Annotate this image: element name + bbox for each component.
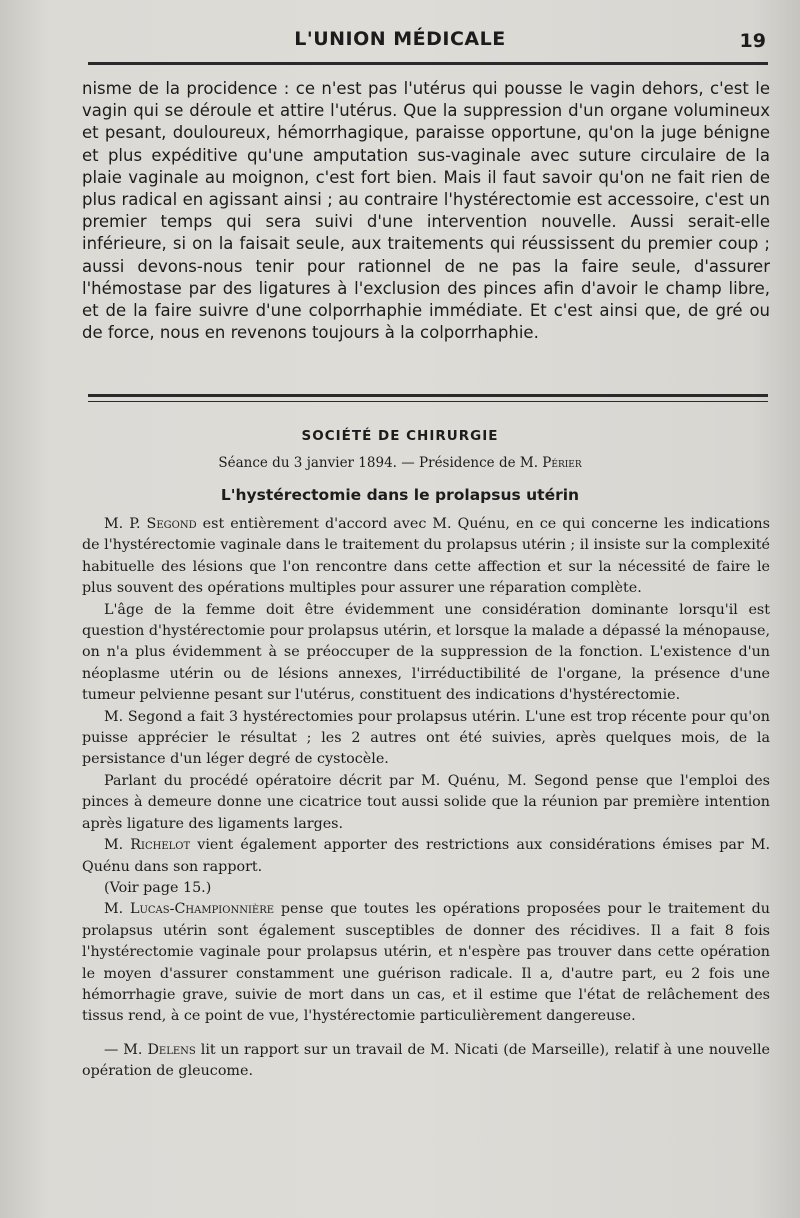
surgeon-name: Segond <box>146 516 197 532</box>
session-line <box>0 455 800 471</box>
article-body <box>82 514 770 1083</box>
paragraph-prefix: M. P. <box>104 516 147 532</box>
journal-title: L'UNION MÉDICALE <box>294 28 506 50</box>
paragraph <box>82 514 770 600</box>
paragraph <box>82 707 770 771</box>
surgeon-name: Richelot <box>130 837 191 854</box>
paragraph-prefix: M. <box>104 837 131 854</box>
paragraph-text: pense que toutes les opérations proposées pour le traitement du prolapsus utérin sont également susceptibles de donner des récidives. Il a fait 8 fois l'hystérectomie vaginale pour prolapsus utérin, et n'espère pas trouver dans cette opération le moyen d'assurer constamment une guérison radicale. Il a, d'autre part, eu 2 fois une hémorrhagie grave, suivie de mort dans un cas, et il estime que l'état de relâchement des tissus rend, à ce point de vue, l'hystérectomie particulièrement dangereuse. <box>82 901 770 1025</box>
paragraph <box>82 1040 770 1083</box>
running-head <box>0 24 800 54</box>
paragraph <box>82 771 770 835</box>
section-divider <box>88 394 768 402</box>
society-title: SOCIÉTÉ DE CHIRURGIE <box>301 428 499 444</box>
president-name: Périer <box>542 455 582 471</box>
surgeon-name: Lucas-Championnière <box>129 901 275 918</box>
article-title: L'hystérectomie dans le prolapsus utérin <box>220 486 580 504</box>
paragraph-text: Parlant du procédé opératoire décrit par M. Quénu, M. Segond pense que l'emploi des pinces à demeure donne une cicatrice tout aussi solide que la réunion par première intention après ligature des ligaments larges. <box>82 772 770 832</box>
paragraph-text: est entièrement d'accord avec M. Quénu, en ce qui concerne les indications de l'hystérectomie vaginale dans le traitement du prolapsus utérin ; il insiste sur la complexité habituelle des lésions que l'on rencontre dans cette affection et sur la nécessité de faire le plus souvent des opérations multiples pour assurer une réparation complète. <box>82 516 770 597</box>
paragraph-text: vient également apporter des restrictions aux considérations émises par M. Quénu dans son rapport. <box>82 837 770 875</box>
paragraph <box>82 899 770 1027</box>
paragraph <box>82 835 770 878</box>
page-number: 19 <box>739 30 766 52</box>
header-rule <box>88 62 768 65</box>
paragraph <box>82 600 770 707</box>
paragraph-text: M. Segond a fait 3 hystérectomies pour prolapsus utérin. L'une est trop récente pour qu'on puisse apprécier le résultat ; les 2 autres ont été suivies, après quelques mois, de la persistance d'un léger degré de cystocèle. <box>82 708 770 768</box>
paragraph <box>82 878 770 899</box>
paragraph-text: L'âge de la femme doit être évidemment une considération dominante lorsqu'il est question d'hystérectomie pour prolapsus utérin, et lorsque la malade a dépassé la ménopause, on n'a plus évidemment à se préoccuper de la suppression de la fonction. L'existence d'un néoplasme utérin ou de lésions annexes, l'irréductibilité de l'organe, la présence d'une tumeur pelvienne pesant sur l'utérus, constituent des indications d'hystérectomie. <box>82 601 770 704</box>
paragraph-prefix: M. <box>104 901 130 918</box>
paragraph-prefix: — M. <box>104 1041 148 1058</box>
paragraph-text: lit un rapport sur un travail de M. Nicati (de Marseille), relatif à une nouvelle opération de gleucome. <box>82 1041 770 1080</box>
page-reference: (Voir page 15.) <box>104 879 212 896</box>
session-info: Séance du 3 janvier 1894. — Présidence de M. <box>218 455 543 471</box>
intro-paragraph: nisme de la procidence : ce n'est pas l'utérus qui pousse le vagin dehors, c'est le vagin qui se déroule et attire l'utérus. Que la suppression d'un organe volumineux et pesant, douloureux, hémorrhagique, paraisse opportune, qu'on la juge bénigne et plus expéditive qu'une amputation sus-vaginale avec suture circulaire de la plaie vaginale au moignon, c'est fort bien. Mais il faut savoir qu'on ne fait rien de plus radical en agissant ainsi ; au contraire l'hystérectomie est accessoire, c'est un premier temps qui sera suivi d'une intervention nouvelle. Aussi serait-elle inférieure, si on la faisait seule, aux traitements qui réussissent du premier coup ; aussi devons-nous tenir pour rationnel de ne pas la faire seule, d'assurer l'hémostase par des ligatures à l'exclusion des pinces afin d'avoir le champ libre, et de la faire suivre d'une colporrhaphie immédiate. Et c'est ainsi que, de gré ou de force, nous en revenons toujours à la colporrhaphie. <box>82 79 770 343</box>
surgeon-name: Delens <box>147 1041 196 1058</box>
